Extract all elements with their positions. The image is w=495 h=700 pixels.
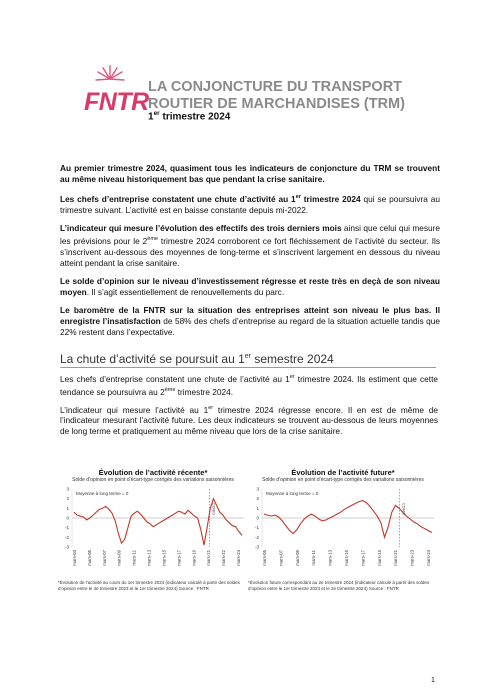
y-tick-label: 1 bbox=[256, 505, 259, 511]
x-tick-label: mars-15 bbox=[161, 550, 167, 566]
y-tick-label: 0 bbox=[66, 515, 69, 521]
chart-activite-recente bbox=[58, 468, 248, 591]
chart-activite-future bbox=[248, 468, 438, 591]
summary-section bbox=[60, 163, 440, 345]
x-tick-label: mars-07 bbox=[278, 550, 284, 566]
x-tick-label: mars-05 bbox=[86, 550, 92, 566]
y-tick-label: -2 bbox=[254, 534, 259, 540]
x-tick-label: mars-21 bbox=[393, 550, 399, 566]
x-tick-label: mars-13 bbox=[146, 550, 152, 566]
x-tick-label: mars-17 bbox=[176, 550, 182, 566]
body-paragraph: Les chefs d’entreprise constatent une chute de l’activité au 1er trimestre 2024. Ils estiment que cette tendance se poursuivra au 2ème trimestre 2024. bbox=[60, 373, 438, 397]
summary-paragraph: L’indicateur qui mesure l’évolution des effectifs des trois derniers mois ainsi que celui qui mesure les prévisions pour le 2ème trimestre 2024 corroborent ce fort fléchissement de l’activité du secteur. Ils s’inscrivent au-dessous des moyennes de long-terme et s’inscrivent largement en dessous du niveau atteint pendant la crise sanitaire. bbox=[60, 222, 441, 268]
x-tick-label: mars-15 bbox=[344, 550, 349, 566]
section-body bbox=[60, 372, 438, 442]
summary-paragraph: Les chefs d’entreprise constatent une chute d’activité au 1er trimestre 2024 qui se poursuivra au trimestre suivant. L’activité est en baisse constante depuis mi-2022. bbox=[60, 193, 441, 215]
series-line bbox=[74, 499, 242, 545]
y-tick-label: -1 bbox=[254, 525, 259, 531]
x-tick-label: mars-22 bbox=[221, 550, 227, 566]
summary-paragraph: Le baromètre de la FNTR sur la situation des entreprises atteint son niveau le plus bas. Il enregistre l’insatisfaction de 58% des chefs d’entreprise au regard de la situation actuelle tandis que 22% restent dans l’expectative. bbox=[60, 304, 441, 337]
x-tick-label: mars-24 bbox=[236, 550, 241, 566]
body-paragraph: L’indicateur qui mesure l’activité au 1er trimestre 2024 régresse encore. Il en est de même de l’indicateur mesurant l’activité future. Les deux indicateurs se trouvent au-dessous de leurs moyennes de long terme et pratiquement au même niveau que lors de la crise sanitaire. bbox=[60, 404, 438, 437]
y-tick-label: 2 bbox=[256, 496, 259, 502]
summary-paragraph: Le solde d’opinion sur le niveau d’investissement régresse et reste très en deçà de son niveau moyen. Il s’agit essentiellement de renouvellements du parc. bbox=[60, 275, 440, 297]
page-number: 1 bbox=[431, 677, 435, 684]
x-tick-label: mars-23 bbox=[409, 550, 415, 566]
chart-legend: Moyenne à long terme = 0 bbox=[266, 491, 319, 496]
summary-paragraph: Au premier trimestre 2024, quasiment tous les indicateurs de conjoncture du TRM se trouvent au même niveau historiquement bas que pendant la crise sanitaire. bbox=[60, 163, 440, 184]
x-tick-label: mars-13 bbox=[327, 550, 333, 566]
chart-plot bbox=[248, 483, 438, 575]
x-tick-label: mars-11 bbox=[311, 550, 317, 566]
x-tick-label: mars-21 bbox=[206, 550, 212, 566]
x-tick-label: mars-17 bbox=[360, 550, 366, 566]
x-tick-label: mars-19 bbox=[191, 550, 197, 566]
chart-title: Évolution de l’activité récente* bbox=[98, 468, 208, 477]
y-tick-label: -3 bbox=[254, 544, 259, 550]
chart-footnote: *Évolution future correspondant au 2e trimestre 2024 (indicateur calculé à partir des soldes d’opinion entre le 1er trimestre 2023 et le 2e trimestre 2024) Source : FNTR bbox=[248, 580, 430, 591]
y-tick-label: 3 bbox=[256, 486, 259, 492]
y-tick-label: 2 bbox=[66, 496, 69, 502]
chart-plot bbox=[58, 483, 248, 575]
covid-marker-label: COVID bbox=[401, 503, 406, 516]
x-tick-label: mars-11 bbox=[131, 550, 137, 566]
x-tick-label: mars-09 bbox=[294, 550, 300, 566]
covid-marker-label: COVID bbox=[211, 503, 216, 516]
y-tick-label: -2 bbox=[64, 534, 69, 540]
y-tick-label: -3 bbox=[64, 544, 69, 550]
y-tick-label: 3 bbox=[66, 486, 69, 492]
chart-legend: Moyenne à long terme = 0 bbox=[76, 491, 129, 496]
y-tick-label: -1 bbox=[64, 525, 69, 531]
document-title: LA CONJONCTURE DU TRANSPORT ROUTIER DE MARCHANDISES (TRM) bbox=[148, 79, 405, 112]
section-title: La chute d’activité se poursuit au 1er semestre 2024 bbox=[60, 352, 334, 366]
chart-title: Évolution de l’activité future* bbox=[291, 468, 395, 477]
x-tick-label: mars-19 bbox=[376, 550, 382, 566]
y-tick-label: 1 bbox=[66, 505, 69, 511]
x-tick-label: mars-03 bbox=[72, 550, 77, 566]
document-period: 1er trimestre 2024 bbox=[148, 110, 231, 123]
section-divider bbox=[60, 367, 436, 368]
chart-subtitle: Solde d’opinion en point d’écart-type corrigés des variations saisonnières bbox=[72, 477, 234, 483]
series-line bbox=[264, 501, 432, 538]
y-tick-label: 0 bbox=[256, 515, 259, 521]
chart-footnote: *Évolution de l’activité au cours du 1er trimestre 2024 (indicateur calculé à partir des soldes d’opinion entre le 4e trimestre 2023 et le 1er trimestre 2024) Source : FNTR bbox=[58, 580, 240, 591]
fntr-logo: FNTR bbox=[84, 88, 149, 116]
chart-subtitle: Solde d’opinion en point d’écart-type corrigés des variations saisonnières bbox=[262, 477, 424, 483]
x-tick-label: mars-05 bbox=[262, 550, 267, 566]
x-tick-label: mars-09 bbox=[116, 550, 122, 566]
x-tick-label: mars-07 bbox=[101, 550, 107, 566]
x-tick-label: mars-24 bbox=[426, 550, 431, 566]
